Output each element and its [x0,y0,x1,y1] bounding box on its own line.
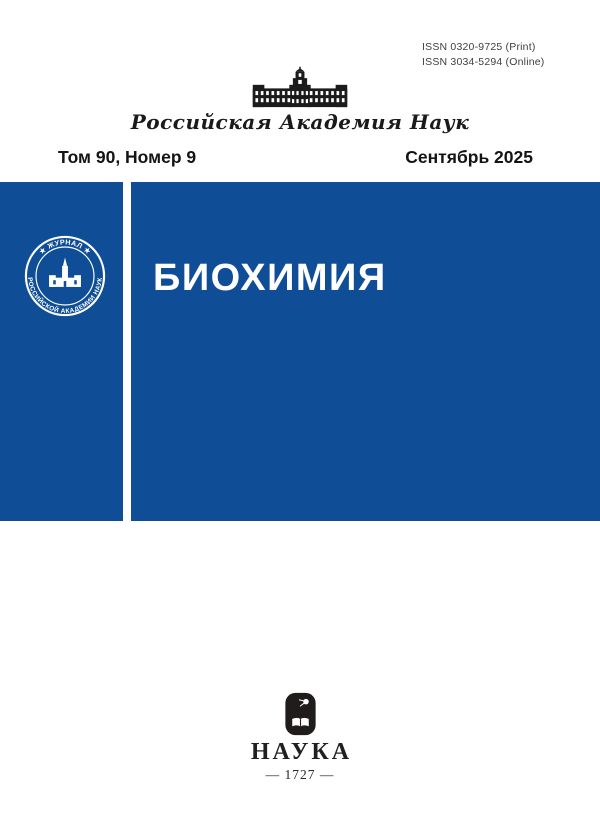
issn-online: ISSN 3034-5294 (Online) [422,56,545,68]
seal-top-arc-text: ★ ЖУРНАЛ ★ [37,238,93,257]
volume-number: Том 90, Номер 9 [58,147,197,167]
divider-stripe [123,182,131,521]
academy-emblem [0,66,600,134]
academy-name-script: Российская Академия Наук [130,110,470,134]
issn-print: ISSN 0320-9725 (Print) [422,41,536,53]
issue-line [58,147,533,168]
journal-title: БИОХИМИЯ [153,257,387,299]
seal-bottom-arc-text: РОССИЙСКОЙ АКАДЕМИИ НАУК [26,277,104,316]
cover-band [0,182,600,521]
publisher-year: — 1727 — [265,767,335,782]
nauka-emblem-icon [284,692,317,736]
publisher-name: НАУКА [250,739,353,765]
academy-building-icon [251,66,349,109]
issue-date: Сентябрь 2025 [405,147,533,167]
publisher-block [0,692,600,783]
journal-seal [23,234,107,318]
